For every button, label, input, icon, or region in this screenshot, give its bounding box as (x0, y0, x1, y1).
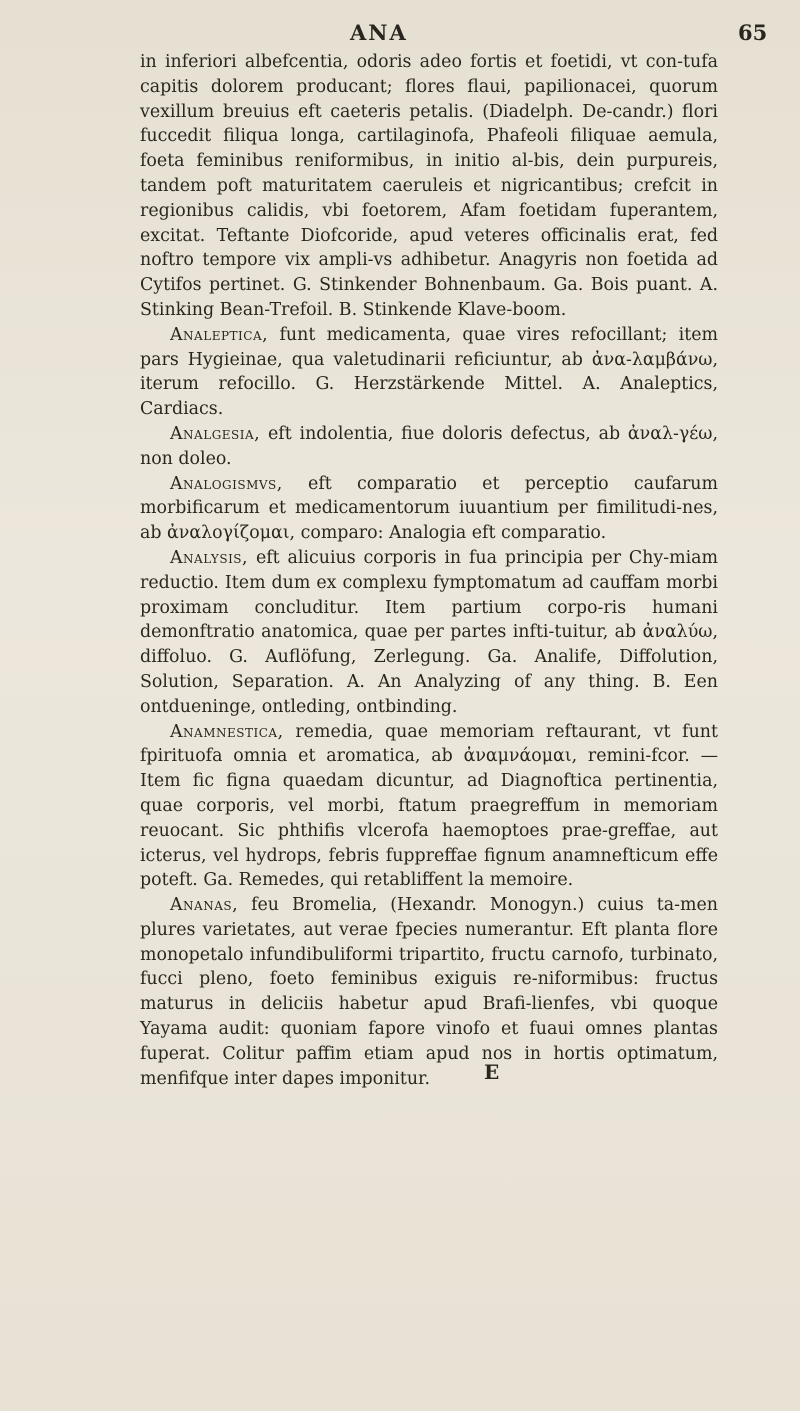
entry-analogismus (140, 472, 718, 546)
signature-mark: E (484, 1060, 500, 1084)
entry-analysis (140, 546, 718, 720)
entry-text: in inferiori albefcentia, odoris adeo fortis et foetidi, vt con-tufa capitis dolorem producant; flores flaui, papilionacei, quorum vexillum breuius eft caeteris petalis. (Diadelph. De-candr.) flori fuccedit filiqua longa, cartilaginofa, Phafeoli filiquae aemula, foeta feminibus reniformibus, in initio al-bis, dein purpureis, tandem poft maturitatem caeruleis et nigricantibus; crefcit in regionibus calidis, vbi foetorem, Afam foetidam fuperantem, excitat. Teftante Diofcoride, apud veteres officinalis erat, fed noftro tempore vix ampli-vs adhibetur. Anagyris non foetida ad Cytifos pertinet. G. Stinkender Bohnenbaum. Ga. Bois puant. A. Stinking Bean-Trefoil. B. Stinkende Klave-boom. (140, 52, 718, 320)
entry-text: remedia, quae memoriam reftaurant, vt funt fpirituofa omnia et aromatica, ab ἀναμνάομαι, remini-fcor. — Item fic figna quaedam dicuntur, ad Diagnoftica pertinentia, quae corporis, vel morbi, ftatum praegreffum in memoriam reuocant. Sic phthifis vlcerofa haemoptoes prae-greffae, aut icterus, vel hydrops, febris fuppreffae fignum anamnefticum effe poteft. Ga. Remedes, qui retabliffent la memoire. (140, 721, 718, 891)
entry-text: funt medicamenta, quae vires refocillant; item pars Hygieinae, qua valetudinarii reficiuntur, ab ἀνα-λαμβάνω, iterum refocillo. G. Herzstärkende Mittel. A. Analeptics, Cardiacs. (140, 324, 718, 420)
entry-analgesia (140, 422, 718, 472)
entry-term: Analgesia, (170, 423, 261, 444)
entry-text: feu Bromelia, (Hexandr. Monogyn.) cuius ta-men plures varietates, aut verae fpecies numerantur. Eft planta flore monopetalo infundibuliformi tripartito, fructu carnofo, turbinato, fucci pleno, foeto feminibus exiguis re-niformibus: fructus maturus in deliciis habetur apud Brafi-lienfes, vbi quoque Yayama audit: quoniam fapore vinofo et fuaui omnes plantas fuperat. Colitur paffim etiam apud nos in hortis optimatum, menfifque inter dapes imponitur. (140, 895, 718, 1089)
running-head: ANA (350, 20, 408, 45)
page-header (0, 12, 800, 52)
entry-analeptica (140, 323, 718, 422)
entry-term: Anamnestica, (170, 721, 284, 742)
page-number: 65 (738, 20, 768, 45)
dictionary-text (140, 50, 718, 1091)
entry-term: Ananas, (170, 895, 239, 916)
entry-text: eft comparatio et perceptio caufarum morbificarum et medicamentorum iuuantium per fimilitudi-nes, ab ἀναλογίζομαι, comparo: Analogia eft comparatio. (140, 473, 718, 544)
entry-term: Analogismvs, (170, 473, 283, 494)
entry-term: Analysis, (170, 547, 249, 568)
entry-ananas (140, 893, 718, 1091)
entry-term: Analeptica, (170, 324, 269, 345)
entry-text: eft indolentia, fiue doloris defectus, ab ἀναλ-γέω, non doleo. (140, 423, 718, 469)
entry-anamnestica (140, 720, 718, 894)
entry-anagyris-continued (140, 50, 718, 323)
entry-text: eft alicuius corporis in fua principia per Chy-miam reductio. Item dum ex complexu fymptomatum ad cauffam morbi proximam concluditur. Item partium corpo-ris humani demonftratio anatomica, quae per partes infti-tuitur, ab ἀναλύω, diffoluo. G. Auflöfung, Zerlegung. Ga. Analife, Diffolution, Solution, Separation. A. An Analyzing of any thing. B. Een ontdueninge, ontleding, ontbinding. (140, 547, 718, 717)
